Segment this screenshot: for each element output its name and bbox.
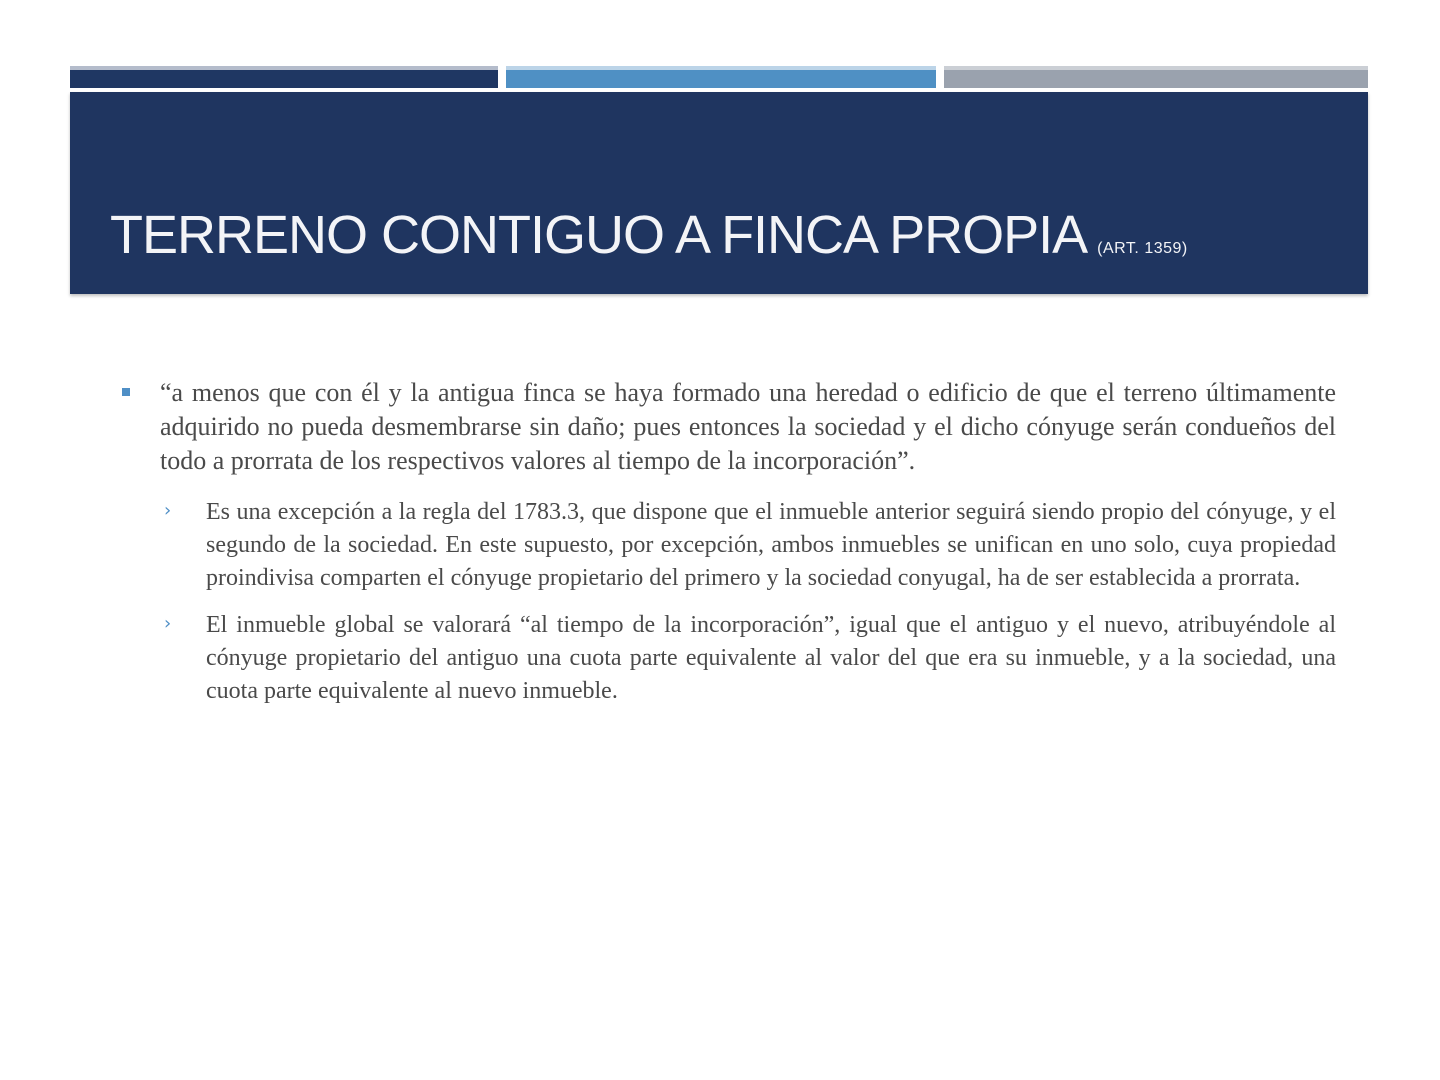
slide-title-text: TERRENO CONTIGUO A FINCA PROPIA xyxy=(110,205,1088,265)
slide-title-reference: (ART. 1359) xyxy=(1097,240,1188,257)
arrow-bullet-icon: › xyxy=(164,500,172,521)
square-bullet-icon xyxy=(122,388,130,396)
bullet-text: “a menos que con él y la antigua finca se haya formado una heredad o edificio de que el terreno últimamente adquirido no pueda desmembrarse sin daño; pues entonces la sociedad y el dicho cónyuge serán condueños del todo a prorrata de los respectivos valores al tiempo de la incorporación”. xyxy=(160,378,1336,475)
sub-bullet-item xyxy=(110,609,1336,708)
arrow-bullet-icon: › xyxy=(164,613,172,634)
header-bar-gray xyxy=(944,66,1368,88)
sub-bullet-text: Es una excepción a la regla del 1783.3, que dispone que el inmueble anterior seguirá siendo propio del cónyuge, y el segundo de la sociedad. En este supuesto, por excepción, ambos inmuebles se unifican en uno solo, cuya propiedad proindivisa comparten el cónyuge propietario del primero y la sociedad conyugal, ha de ser establecida a prorrata. xyxy=(206,499,1336,591)
slide-title xyxy=(110,204,1188,266)
header-bar-blue xyxy=(506,66,936,88)
title-band xyxy=(70,92,1368,294)
sub-bullet-text: El inmueble global se valorará “al tiempo de la incorporación”, igual que el antiguo y el nuevo, atribuyéndole al cónyuge propietario del antiguo una cuota parte equivalente al valor del que era su inmueble, y a la sociedad, una cuota parte equivalente al nuevo inmueble. xyxy=(206,612,1336,704)
content-area xyxy=(110,376,1336,722)
header-bar-dark xyxy=(70,66,498,88)
bullet-item xyxy=(110,376,1336,478)
sub-bullet-item xyxy=(110,496,1336,595)
